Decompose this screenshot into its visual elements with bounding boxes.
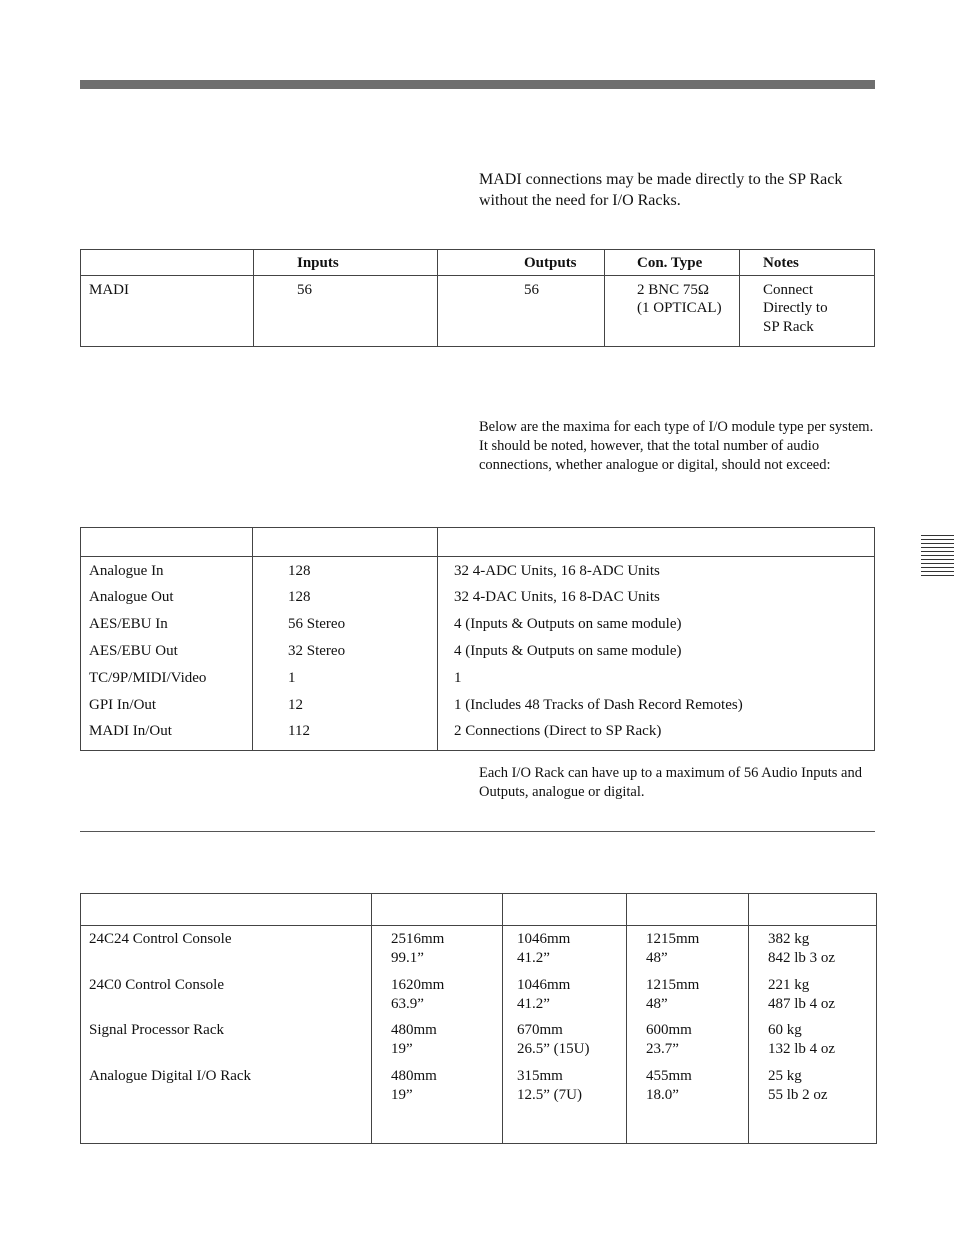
table-row-item: Analogue Digital I/O Rack bbox=[89, 1068, 252, 1084]
table-row-units: 32 4-DAC Units, 16 8-DAC Units bbox=[454, 589, 660, 605]
table-row-height: 670mm bbox=[517, 1022, 563, 1038]
table-row-height-in: 26.5” (15U) bbox=[517, 1041, 590, 1057]
table-row-depth: 1215mm bbox=[646, 977, 700, 993]
madi-row-outputs: 56 bbox=[524, 282, 539, 298]
madi-row-notes-3: SP Rack bbox=[763, 319, 814, 335]
table-row-units: 4 (Inputs & Outputs on same module) bbox=[454, 616, 682, 632]
madi-intro-text: MADI connections may be made directly to the SP Rack without the need for I/O Racks. bbox=[479, 171, 843, 209]
table-row-type: GPI In/Out bbox=[89, 697, 157, 713]
table-row-width: 1620mm bbox=[391, 977, 445, 993]
madi-row-notes-1: Connect bbox=[763, 282, 813, 298]
table-row-type: AES/EBU Out bbox=[89, 643, 178, 659]
table-row-max: 112 bbox=[288, 723, 310, 739]
table-row-units: 1 (Includes 48 Tracks of Dash Record Remotes) bbox=[454, 697, 743, 713]
table-row-max: 1 bbox=[288, 670, 296, 686]
table-row-max: 128 bbox=[288, 589, 311, 605]
table-row-depth: 455mm bbox=[646, 1068, 692, 1084]
header-con-type: Con. Type bbox=[637, 255, 703, 271]
table-row-type: Analogue Out bbox=[89, 589, 174, 605]
table-row-depth: 600mm bbox=[646, 1022, 692, 1038]
table-row-type: AES/EBU In bbox=[89, 616, 168, 632]
table-row-height-in: 41.2” bbox=[517, 950, 550, 966]
table-row-depth: 1215mm bbox=[646, 931, 700, 947]
table-row-height: 1046mm bbox=[517, 977, 571, 993]
table-row-height: 315mm bbox=[517, 1068, 563, 1084]
madi-row-name: MADI bbox=[89, 282, 129, 298]
table-row-item: Signal Processor Rack bbox=[89, 1022, 224, 1038]
top-rule bbox=[80, 80, 875, 89]
table-row-height-in: 12.5” (7U) bbox=[517, 1087, 582, 1103]
madi-row-inputs: 56 bbox=[297, 282, 312, 298]
header-inputs: Inputs bbox=[297, 255, 339, 271]
table-row-width: 480mm bbox=[391, 1022, 437, 1038]
maxima-table bbox=[80, 527, 875, 751]
rack-capacity-text: Each I/O Rack can have up to a maximum of 56 Audio Inputs and Outputs, analogue or digital. bbox=[479, 765, 862, 800]
table-row-type: Analogue In bbox=[89, 563, 164, 579]
table-row-weight-lb: 842 lb 3 oz bbox=[768, 950, 836, 966]
header-notes: Notes bbox=[763, 255, 799, 271]
table-row-width-in: 63.9” bbox=[391, 996, 424, 1012]
table-row-item: 24C24 Control Console bbox=[89, 931, 232, 947]
table-row-depth-in: 18.0” bbox=[646, 1087, 679, 1103]
table-row-units: 32 4-ADC Units, 16 8-ADC Units bbox=[454, 563, 660, 579]
table-row-width: 2516mm bbox=[391, 931, 445, 947]
table-row-max: 56 Stereo bbox=[288, 616, 346, 632]
table-row-units: 2 Connections (Direct to SP Rack) bbox=[454, 723, 662, 739]
table-row-weight: 382 kg bbox=[768, 931, 810, 947]
table-row-depth-in: 48” bbox=[646, 996, 668, 1012]
table-row-height-in: 41.2” bbox=[517, 996, 550, 1012]
madi-row-con-type-1: 2 BNC 75Ω bbox=[637, 282, 709, 298]
table-row-item: 24C0 Control Console bbox=[89, 977, 225, 993]
table-row-height: 1046mm bbox=[517, 931, 571, 947]
maxima-intro-text: Below are the maxima for each type of I/O module type per system. It should be noted, however, that the total number of audio connections, whether analogue or digital, should not exceed: bbox=[479, 419, 874, 473]
section-divider bbox=[80, 831, 875, 832]
table-row-weight-lb: 487 lb 4 oz bbox=[768, 996, 836, 1012]
section-tab-marker bbox=[921, 535, 954, 578]
table-row-width-in: 19” bbox=[391, 1087, 413, 1103]
table-row-max: 12 bbox=[288, 697, 303, 713]
table-row-width-in: 99.1” bbox=[391, 950, 424, 966]
table-row-type: MADI In/Out bbox=[89, 723, 172, 739]
table-row-width-in: 19” bbox=[391, 1041, 413, 1057]
table-row-width: 480mm bbox=[391, 1068, 437, 1084]
table-row-depth-in: 23.7” bbox=[646, 1041, 679, 1057]
table-row-max: 32 Stereo bbox=[288, 643, 346, 659]
table-row-weight-lb: 132 lb 4 oz bbox=[768, 1041, 836, 1057]
table-row-max: 128 bbox=[288, 563, 311, 579]
table-row-weight: 221 kg bbox=[768, 977, 810, 993]
madi-row-con-type-2: (1 OPTICAL) bbox=[637, 300, 722, 316]
madi-row-notes-2: Directly to bbox=[763, 300, 828, 316]
madi-table bbox=[80, 249, 875, 347]
table-row-weight-lb: 55 lb 2 oz bbox=[768, 1087, 828, 1103]
table-row-weight: 25 kg bbox=[768, 1068, 802, 1084]
table-row-depth-in: 48” bbox=[646, 950, 668, 966]
table-row-weight: 60 kg bbox=[768, 1022, 802, 1038]
dimensions-table bbox=[80, 893, 877, 1144]
header-outputs: Outputs bbox=[524, 255, 577, 271]
table-row-units: 4 (Inputs & Outputs on same module) bbox=[454, 643, 682, 659]
table-row-units: 1 bbox=[454, 670, 462, 686]
table-row-type: TC/9P/MIDI/Video bbox=[89, 670, 207, 686]
